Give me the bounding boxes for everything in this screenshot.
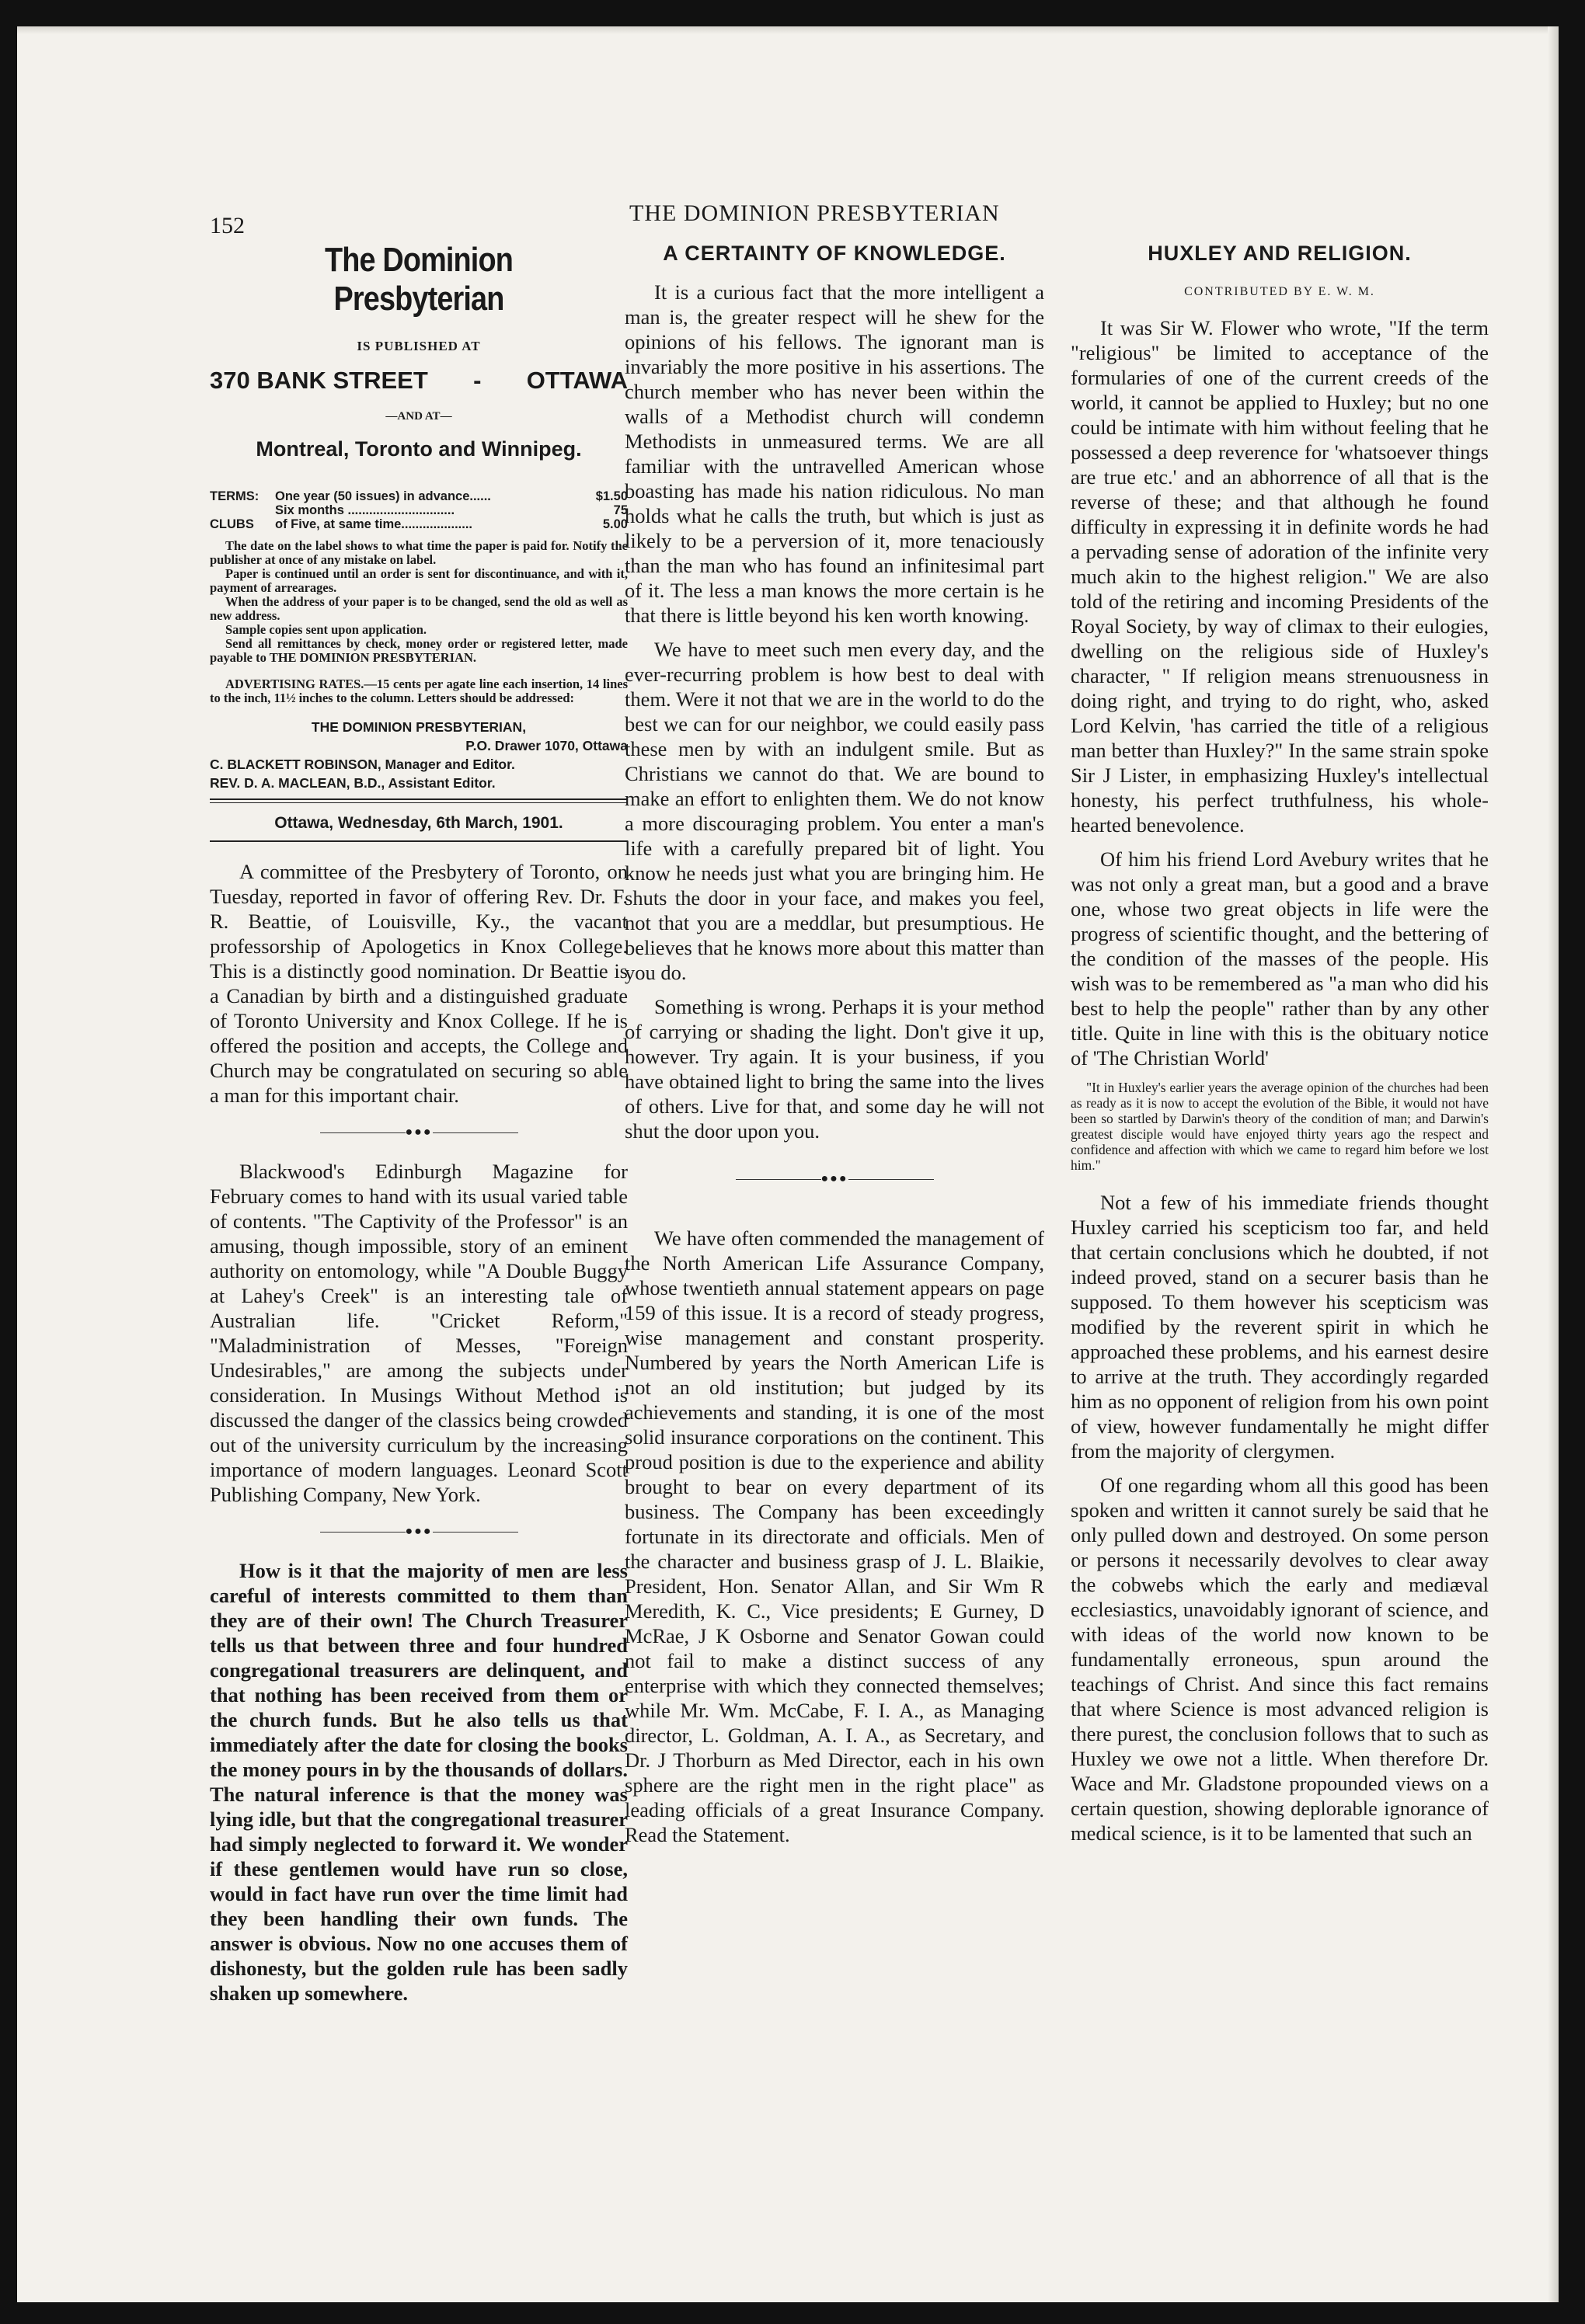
section-ornament: ●●● <box>625 1167 1044 1192</box>
section-ornament: ●●● <box>210 1519 628 1544</box>
manager-editor: C. BLACKETT ROBINSON, Manager and Editor. <box>210 757 515 772</box>
address-name: THE DOMINION PRESBYTERIAN, <box>311 719 527 735</box>
page-top-edge <box>17 26 1559 34</box>
article-paragraph: It was Sir W. Flower who wrote, "If the term "religious" be limited to acceptance of the formularies of one of the current creeds of the world, it cannot be applied to Huxley; but no one could be intimate with him without feeling that he possessed a deep reverence for 'whatsoever things are true etc.' and an abhorrence of all that is the reverse of these; and that although he found difficulty in expressing it in definite words he had a pervading sense of adoration of the infinite very much akin to the highest religion." We are also told of the retiring and incoming Presidents of the Royal Society, by way of climax to their eulogies, dwelling on the religious side of Huxley's character, " If religion means strenuousness in doing right, and trying to do right, who, asked Lord Kelvin, 'has carried the title of a religious man better than Huxley?" In the same strain spoke Sir J Lister, in emphasizing Huxley's intellectual honesty, his perfect truthfulness, his whole-hearted benevolence. <box>1071 316 1489 837</box>
article-heading: HUXLEY AND RELIGION. <box>1148 242 1412 265</box>
advertising-rates: ADVERTISING RATES.—15 cents per agate line each insertion, 14 lines to the inch, 11½ inches to the column. Letters should be addressed: <box>210 677 628 705</box>
terms-label: CLUBS <box>210 517 254 531</box>
terms-row <box>210 517 628 531</box>
article-paragraph: Blackwood's Edinburgh Magazine for February comes to hand with its usual varied table of contents. "The Captivity of the Professor" is an amusing, though impossible, story of an eminent authority on entomology, while "A Double Buggy at Lahey's Creek" is an interesting tale of Australian life. "Cricket Reform," "Maladministration of Messes, "Foreign Undesirables," are among the subjects under consideration. In Musings Without Method is discussed the danger of the classics being crowded out of the university curriculum by the increasing importance of modern languages. Leonard Scott Publishing Company, New York. <box>210 1160 628 1506</box>
address-po: P.O. Drawer 1070, Ottawa <box>465 738 628 753</box>
terms-row <box>210 489 628 503</box>
article-heading: A CERTAINTY OF KNOWLEDGE. <box>663 242 1006 265</box>
running-head: THE DOMINION PRESBYTERIAN <box>629 200 1000 226</box>
terms-label <box>210 503 275 517</box>
and-at: —AND AT— <box>385 410 452 423</box>
left-column <box>210 241 628 2015</box>
masthead-cities: Montreal, Toronto and Winnipeg. <box>256 437 582 461</box>
terms-amount: 75 <box>613 503 628 517</box>
article-paragraph: We have to meet such men every day, and the ever-recurring problem is how best to deal with them. Were it not that we are in the world to do the best we can for our neighbor, we could easily pass these men by with an indulgent smile. But as Christians we cannot do that. We are bound to make an effort to enlighten them. We do not know a more discouraging problem. You enter a man's life with a carefully prepared bit of light. You know he needs just what you are bringing him. He shuts the door in your face, and makes you feel, not that you are a meddlar, but presumptious. He believes that he knows more about this matter than you do. <box>625 638 1044 984</box>
note: Send all remittances by check, money order or registered letter, made payable to THE DOMINION PRESBYTERIAN. <box>210 636 628 665</box>
note: The date on the label shows to what time the paper is paid for. Notify the publisher at once of any mistake on label. <box>210 538 628 567</box>
assistant-editor: REV. D. A. MACLEAN, B.D., Assistant Editor. <box>210 775 496 791</box>
contributor-line: CONTRIBUTED BY E. W. M. <box>1184 285 1375 298</box>
terms-table <box>210 489 628 531</box>
quote-text: "It in Huxley's earlier years the average opinion of the churches had been as ready as it is now to accept the evolution of the Bible, it would not have been so startled by Darwin's theory of the condition of man; and Darwin's greatest disciple would have enjoyed thirty years ago the respect and confidence and affection with which we came to regard him before we lost him." <box>1071 1080 1489 1173</box>
page-number: 152 <box>210 213 245 238</box>
article-paragraph: Of one regarding whom all this good has been spoken and written it cannot surely be said that he only pulled down and destroyed. On some person or persons it necessarily devolves to clear away the cobwebs which the early and mediæval ecclesiastics, unavoidably ignorant of science, and with ideas of the world now known to be fundamentally erroneous, spun around the teachings of Christ. And since this fact remains that where Science is most advanced religion is there purest, the conclusion follows that to such as Huxley we owe not a little. When therefore Dr. Wace and Mr. Gladstone propounded views on a certain question, showing deplorable ignorance of medical science, is it to be lamented that such an <box>1071 1473 1489 1845</box>
terms-label: TERMS: <box>210 489 260 503</box>
double-rule <box>210 798 628 803</box>
address-city: OTTAWA <box>526 367 628 394</box>
rule <box>210 840 628 842</box>
block-quote <box>1071 1080 1489 1173</box>
terms-text: of Five, at same time.................... <box>275 517 472 531</box>
article-paragraph: It is a curious fact that the more intelligent a man is, the greater respect will he shew for the opinions of his fellows. The ignorant man is invariably the more positive in his assertions. The church member who has never been within the walls of a Methodist church will condemn Methodists in unmeasured terms. We are all familiar with the untravelled American whose boasting has made his nation ridiculous. No man holds what he calls the truth, but which is just as likely to be a perversion of it, more tenaciously than the man who has found an infinitesimal part of it. The less a man knows the more certain is he that there is little beyond his ken worth knowing. <box>625 280 1044 627</box>
subscription-notes <box>210 539 628 665</box>
masthead-address <box>210 368 628 393</box>
terms-text: One year (50 issues) in advance...... <box>275 489 491 503</box>
note: Paper is continued until an order is sent for discontinuance, and with it, payment of arrearages. <box>210 566 628 595</box>
middle-column <box>625 241 1044 1856</box>
address-street: 370 BANK STREET <box>210 367 428 394</box>
article-paragraph: Not a few of his immediate friends thought Huxley carried his scepticism too far, and held that certain conclusions which he doubted, if not indeed proved, stand on a securer basis than he supposed. To them however his scepticism was modified by the reverent spirit in which he approached these problems, and his earnest desire to arrive at the truth. They accordingly regarded him as no opponent of religion from his own point of view, however fundamentally he might differ from the majority of clergymen. <box>1071 1191 1489 1463</box>
published-at: IS PUBLISHED AT <box>357 339 481 353</box>
note: When the address of your paper is to be changed, send the old as well as new address. <box>210 594 628 623</box>
dateline: Ottawa, Wednesday, 6th March, 1901. <box>274 814 563 832</box>
masthead-title: The Dominion Presbyterian <box>325 241 513 318</box>
page-right-edge <box>1548 26 1559 2302</box>
article-paragraph: How is it that the majority of men are less careful of interests committed to them than they are of their own! The Church Treasurer tells us that between three and four hundred congregational treasurers are delinquent, and that nothing has been received from them or the church funds. But he also tells us that immediately after the date for closing the books the money pours in by the thousands of dollars. The natural inference is that the money was lying idle, but that the congregational treasurer had simply neglected to forward it. We wonder if these gentlemen would have run so close, would in fact have run over the time limit had they been handling their own funds. The answer is obvious. Now no one accuses them of dishonesty, but the golden rule has been sadly shaken up somewhere. <box>210 1559 628 2005</box>
newspaper-page <box>17 26 1559 2302</box>
terms-text: Six months .............................. <box>275 503 455 517</box>
section-ornament: ●●● <box>210 1120 628 1145</box>
terms-row <box>210 503 628 517</box>
article-paragraph: Of him his friend Lord Avebury writes that he was not only a great man, but a good and a brave one, whose two great objects in life were the progress of scientific thought, and the bettering of the condition of the masses of the people. His wish was to be remembered as "a man who did his best to help the people" rather than by any other title. Quite in line with this is the obituary notice of 'The Christian World' <box>1071 847 1489 1070</box>
article-paragraph: We have often commended the management of the North American Life Assurance Company, whose twentieth annual statement appears on page 159 of this issue. It is a record of steady progress, wise management and constant prosperity. Numbered by years the North American Life is not an old institution; but judged by its achievements and standing, it is one of the most solid insurance corporations on the continent. This proud position is due to the experience and ability brought to bear on every department of its business. The Company has been exceedingly fortunate in its directorate and officials. Men of the character and business grasp of J. L. Blaikie, President, Hon. Senator Allan, and Sir Wm R Meredith, K. C., Vice presidents; E Gurney, D McRae, J K Osborne and Senator Gowan could not fail to make a distinct success of any enterprise with which they connected themselves; while Mr. Wm. McCabe, F. I. A., as Managing director, L. Goldman, A. I. A., as Secretary, and Dr. J Thorburn as Med Director, each in his own sphere are the right men in the right place" as leading officials of a great Insurance Company. Read the Statement. <box>625 1226 1044 1846</box>
terms-amount: $1.50 <box>595 489 628 503</box>
mailing-address <box>210 718 628 792</box>
article-paragraph: Something is wrong. Perhaps it is your method of carrying or shading the light. Don't give it up, however. Try again. It is your business, if you have obtained light to bring the same into the lives of others. Live for that, and some day he will not shut the door upon you. <box>625 995 1044 1143</box>
right-column <box>1071 241 1489 1855</box>
address-dash: - <box>473 367 482 394</box>
note: Sample copies sent upon application. <box>225 622 427 637</box>
terms-amount: 5.00 <box>602 517 628 531</box>
article-paragraph: A committee of the Presbytery of Toronto, on Tuesday, reported in favor of offering Rev. Dr. F. R. Beattie, of Louisville, Ky., the vacant professorship of Apologetics in Knox College. This is a distinctly good nomination. Dr Beattie is a Canadian by birth and a distinguished graduate of Toronto University and Knox College. If he is offered the position and accepts, the College and Church may be congratulated on securing so able a man for this important chair. <box>210 860 628 1107</box>
